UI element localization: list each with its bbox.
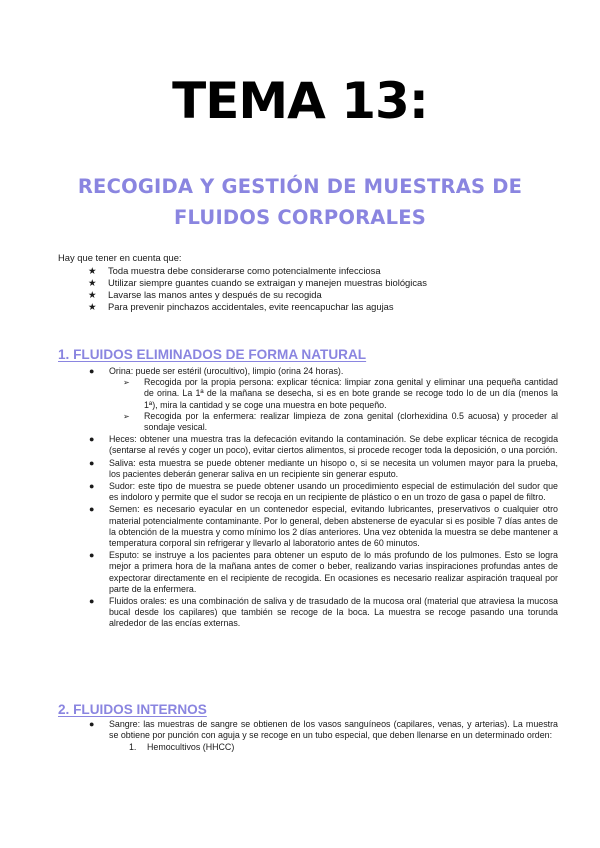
sangre-text: Sangre: las muestras de sangre se obtienen de los vasos sanguíneos (capilares, venas, y arterias). La muestra se obtiene por punción con aguja y se recoge en un tubo especial, que deben llenarse en un determinado orden:	[109, 719, 558, 741]
list-item: ● Saliva: esta muestra se puede obtener mediante un hisopo o, si se necesita un volumen mayor para la prueba, los pacientes deberán generar saliva en un recipiente sin generar esputo.	[89, 457, 558, 479]
list-item	[58, 719, 558, 741]
section-heading-2: 2. FLUIDOS INTERNOS	[58, 702, 207, 717]
section-1-list	[58, 366, 558, 631]
list-item: ● Fluidos orales: es una combinación de saliva y de trasudado de la mucosa oral (material que atraviesa la mucosa bucal desde los capilares) que también se recoge de la boca. La muestra se recoge pasando una torunda alrededor de las encías externas.	[89, 596, 558, 629]
bullet-icon: ●	[89, 434, 95, 445]
bullet-icon: ●	[89, 504, 95, 515]
list-item: ● Heces: obtener una muestra tras la defecación evitando la contaminación. Se debe explicar técnica de recogida (sentarse al revés y coger un poco), evitar ciertos alimentos, si procede recoger toda la deposición, o una porción.	[89, 434, 558, 456]
star-bullet-icon: ★	[88, 265, 97, 276]
list-item: ● Esputo: se instruye a los pacientes para obtener un esputo de lo más profundo de los pulmones. Esto se logra mejor a primera hora de la mañana antes de comer o beber, realizando varias inspiraciones profundas antes de expectorar directamente en el recipiente de recogida. En ocasiones es necesario realizar aspiración traqueal por parte de la enfermera.	[89, 550, 558, 594]
list-item: ★ Lavarse las manos antes y después de su recogida	[88, 289, 322, 300]
intro-lead: Hay que tener en cuenta que:	[58, 252, 182, 263]
bullet-icon: ●	[89, 596, 95, 607]
subtitle-line-2: FLUIDOS CORPORALES	[173, 206, 426, 229]
sub-list-item: ➢ Recogida por la propia persona: explicar técnica: limpiar zona genital y eliminar una pequeña cantidad de orina. La 1ª de la mañana se desecha, si es en bote grande se recoge todo lo de un día (menos la 1ª), mira la cantidad y se coge una muestra en bote pequeño.	[123, 377, 558, 410]
section-heading-1: 1. FLUIDOS ELIMINADOS DE FORMA NATURAL	[58, 347, 367, 362]
section-2-list	[58, 719, 558, 754]
arrow-bullet-icon: ➢	[123, 411, 130, 421]
list-item: ● Sudor: este tipo de muestra se puede obtener usando un procedimiento especial de estimulación del sudor que es indoloro y permite que el sudor se recoja en un recipiente de plástico o en un trozo de gasa o papel de filtro.	[89, 481, 558, 503]
list-item	[58, 366, 558, 433]
star-bullet-icon: ★	[88, 289, 97, 300]
bullet-icon: ●	[89, 550, 95, 561]
list-item: ● Semen: es necesario eyacular en un contenedor especial, evitando lubricantes, preservativos o cualquier otro material potencialmente contaminante. Por lo general, deben abstenerse de eyacular si es posible 7 días antes de la obtención de la muestra y como mínimo los 2 días anteriores. Una vez obtenida la muestra se debe mantener a temperatura corporal sin refrigerar y llevarlo al laboratorio antes de 60 minutos.	[89, 504, 558, 549]
bullet-icon: ●	[89, 457, 95, 468]
orina-text: Orina: puede ser estéril (urocultivo), limpio (orina 24 horas).	[109, 366, 344, 376]
arrow-bullet-icon: ➢	[123, 378, 130, 388]
sub-list-item: ➢ Recogida por la enfermera: realizar limpieza de zona genital (clorhexidina 0.5 acuosa) y proceder al sondaje vesical.	[123, 410, 558, 433]
numbered-item: 1. Hemocultivos (HHCC)	[129, 742, 235, 753]
intro-block	[58, 252, 558, 313]
list-item: ★ Para prevenir pinchazos accidentales, evite reencapuchar las agujas	[88, 301, 394, 312]
bullet-icon: ●	[89, 719, 95, 729]
list-item: ★ Utilizar siempre guantes cuando se extraigan y manejen muestras biológicas	[88, 277, 427, 288]
list-item: ★ Toda muestra debe considerarse como potencialmente infecciosa	[88, 265, 381, 276]
subtitle-line-1: RECOGIDA Y GESTIÓN DE MUESTRAS DE	[77, 175, 523, 198]
bullet-icon: ●	[89, 366, 95, 376]
bullet-icon: ●	[89, 481, 95, 492]
page-title: TEMA 13:	[172, 72, 428, 130]
star-bullet-icon: ★	[88, 301, 97, 312]
number-label: 1.	[129, 742, 137, 753]
intro-list	[58, 265, 558, 313]
star-bullet-icon: ★	[88, 277, 97, 288]
